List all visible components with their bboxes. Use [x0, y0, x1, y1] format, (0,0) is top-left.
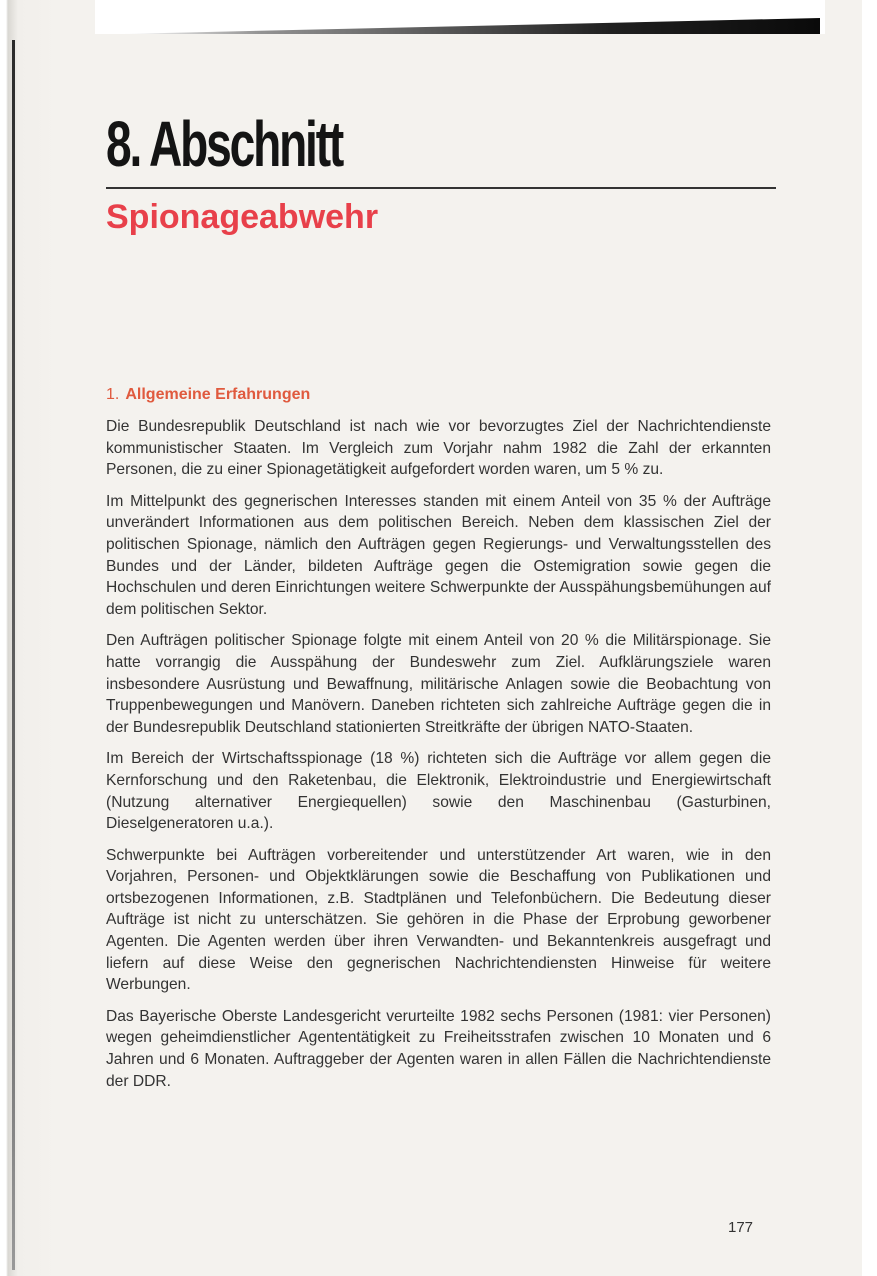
scan-binding-line	[12, 40, 15, 1270]
section-heading	[106, 384, 310, 406]
paragraph: Den Aufträgen politischer Spionage folgte mit einem Anteil von 20 % die Militärspionage. Sie hatte vorrangig die Ausspähung der Bundeswehr zum Ziel. Aufklärungsziele waren insbesondere Ausrüstung und Bewaffnung, militärische Anlagen sowie die Beobachtung von Truppenbewegungen und Manövern. Daneben richteten sich zahlreiche Aufträge gegen die in der Bundesrepublik Deutschland stationierten Streitkräfte der übrigen NATO-Staaten.	[106, 632, 771, 736]
page-number: 177	[728, 1219, 754, 1236]
scan-binding-edge	[0, 0, 58, 1276]
section-number: 1.	[106, 386, 120, 403]
chapter-divider	[106, 187, 776, 189]
paragraph: Im Mittelpunkt des gegnerischen Interesses standen mit einem Anteil von 35 % der Aufträge unverändert Informationen aus dem politischen Bereich. Neben dem klassischen Ziel der politischen Spionage, nämlich den Aufträgen gegen Regierungs- und Verwaltungsstellen des Bundes und der Länder, bildeten Aufträge gegen die Ostemigration sowie gegen die Hochschulen und deren Einrichtungen weitere Schwerpunkte der Ausspähungsbemühungen auf dem politischen Sektor.	[106, 492, 771, 618]
paragraph: Das Bayerische Oberste Landesgericht verurteilte 1982 sechs Personen (1981: vier Personen) wegen geheimdienstlicher Agententätigkeit zu Freiheitsstrafen zwischen 10 Monaten und 6 Jahren und 6 Monaten. Auftraggeber der Agenten waren in allen Fällen die Nachrichtendienste der DDR.	[106, 1007, 771, 1090]
section-title: Allgemeine Erfahrungen	[125, 386, 311, 403]
paragraph: Im Bereich der Wirtschaftsspionage (18 %) richteten sich die Aufträge vor allem gegen die Kernforschung und den Raketenbau, die Elektronik, Elektroindustrie und Energiewirtschaft (Nutzung alternativer Energiequellen) sowie den Maschinenbau (Gasturbinen, Dieselgeneratoren u.a.).	[106, 750, 771, 833]
chapter-subtitle: Spionageabwehr	[106, 198, 379, 236]
paragraph: Schwerpunkte bei Aufträgen vorbereitender und unterstützender Art waren, wie in den Vorjahren, Personen- und Objektklärungen sowie die Beschaffung von Publikationen und ortsbezogenen Informationen, z.B. Stadtplänen und Telefonbüchern. Die Bedeutung dieser Aufträge ist nicht zu unterschätzen. Sie gehören in die Phase der Erprobung geworbener Agenten. Die Agenten werden über ihren Verwandten- und Bekanntenkreis ausgefragt und liefern auf diese Weise den gegnerischen Nachrichtendiensten Hinweise für weitere Werbungen.	[106, 846, 771, 994]
body-text	[106, 416, 771, 1102]
paragraph: Die Bundesrepublik Deutschland ist nach wie vor bevorzugtes Ziel der Nachrichtendienste kommunistischer Staaten. Im Vergleich zum Vorjahr nahm 1982 die Zahl der erkannten Personen, die zu einer Spionagetätigkeit aufgefordert worden waren, um 5 % zu.	[106, 418, 771, 479]
chapter-title: 8. Abschnitt	[106, 108, 343, 180]
scan-right-edge	[862, 0, 877, 1276]
